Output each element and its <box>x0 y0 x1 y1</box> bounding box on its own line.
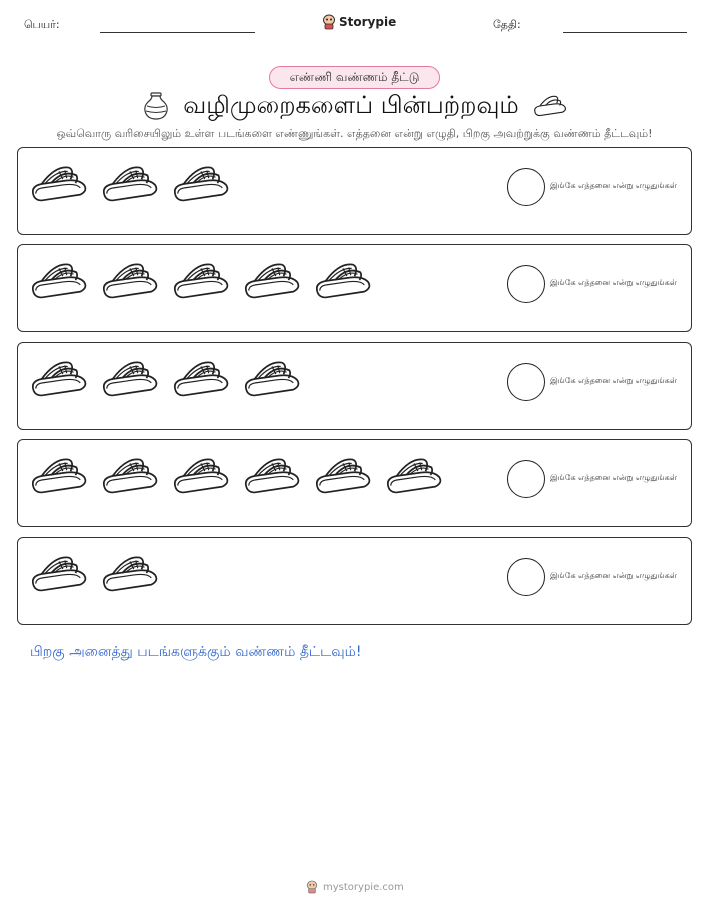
sandal-icon[interactable] <box>101 551 159 597</box>
sandal-icon[interactable] <box>101 453 159 499</box>
answer-hint: இங்கே எத்தனை என்று எழுதுங்கள் <box>550 278 677 287</box>
date-line <box>563 32 687 33</box>
sandal-icon[interactable] <box>385 453 443 499</box>
name-line <box>100 32 255 33</box>
sandal-icon[interactable] <box>314 258 372 304</box>
storypie-mascot-icon <box>322 14 336 30</box>
answer-circle[interactable] <box>507 363 545 401</box>
brand-name: Storypie <box>339 15 397 29</box>
item-group <box>30 258 372 304</box>
sandal-icon[interactable] <box>243 453 301 499</box>
count-row-1 <box>17 147 692 235</box>
answer-circle[interactable] <box>507 265 545 303</box>
count-row-4 <box>17 439 692 527</box>
sandal-icon[interactable] <box>30 161 88 207</box>
pot-icon <box>143 91 169 121</box>
name-label: பெயர்: <box>24 18 60 31</box>
answer-circle[interactable] <box>507 460 545 498</box>
brand-logo <box>322 14 396 30</box>
sandal-icon[interactable] <box>172 453 230 499</box>
sandal-icon[interactable] <box>30 453 88 499</box>
sandal-icon[interactable] <box>101 356 159 402</box>
answer-hint: இங்கே எத்தனை என்று எழுதுங்கள் <box>550 376 677 385</box>
sandal-icon[interactable] <box>172 356 230 402</box>
sandal-icon[interactable] <box>30 258 88 304</box>
item-group <box>30 453 443 499</box>
instructions-text: ஒவ்வொரு வரிசையிலும் உள்ள படங்களை எண்ணுங்கள். எத்தனை என்று எழுதி, பிறகு அவற்றுக்கு வண்ணம் தீட்டவும்! <box>56 127 653 140</box>
date-label: தேதி: <box>493 18 521 31</box>
sandal-icon[interactable] <box>243 356 301 402</box>
answer-circle[interactable] <box>507 558 545 596</box>
category-badge: எண்ணி வண்ணம் தீட்டு <box>269 66 440 89</box>
sandal-icon[interactable] <box>101 258 159 304</box>
site-footer <box>306 880 404 894</box>
answer-hint: இங்கே எத்தனை என்று எழுதுங்கள் <box>550 571 677 580</box>
sandal-icon[interactable] <box>30 356 88 402</box>
sandal-icon[interactable] <box>314 453 372 499</box>
site-url: mystorypie.com <box>323 881 404 893</box>
item-group <box>30 161 230 207</box>
answer-hint: இங்கே எத்தனை என்று எழுதுங்கள் <box>550 473 677 482</box>
count-row-5 <box>17 537 692 625</box>
sandal-icon[interactable] <box>172 161 230 207</box>
answer-hint: இங்கே எத்தனை என்று எழுதுங்கள் <box>550 181 677 190</box>
answer-circle[interactable] <box>507 168 545 206</box>
item-group <box>30 551 159 597</box>
page-title: வழிமுறைகளைப் பின்பற்றவும் <box>183 90 519 119</box>
sandal-icon[interactable] <box>243 258 301 304</box>
sandal-icon <box>533 93 567 119</box>
sandal-icon[interactable] <box>172 258 230 304</box>
storypie-mascot-icon <box>306 880 318 894</box>
sandal-icon[interactable] <box>101 161 159 207</box>
title-row <box>105 89 605 123</box>
footer-note: பிறகு அனைத்து படங்களுக்கும் வண்ணம் தீட்டவும்! <box>30 644 362 660</box>
sandal-icon[interactable] <box>30 551 88 597</box>
count-row-2 <box>17 244 692 332</box>
item-group <box>30 356 301 402</box>
count-row-3 <box>17 342 692 430</box>
